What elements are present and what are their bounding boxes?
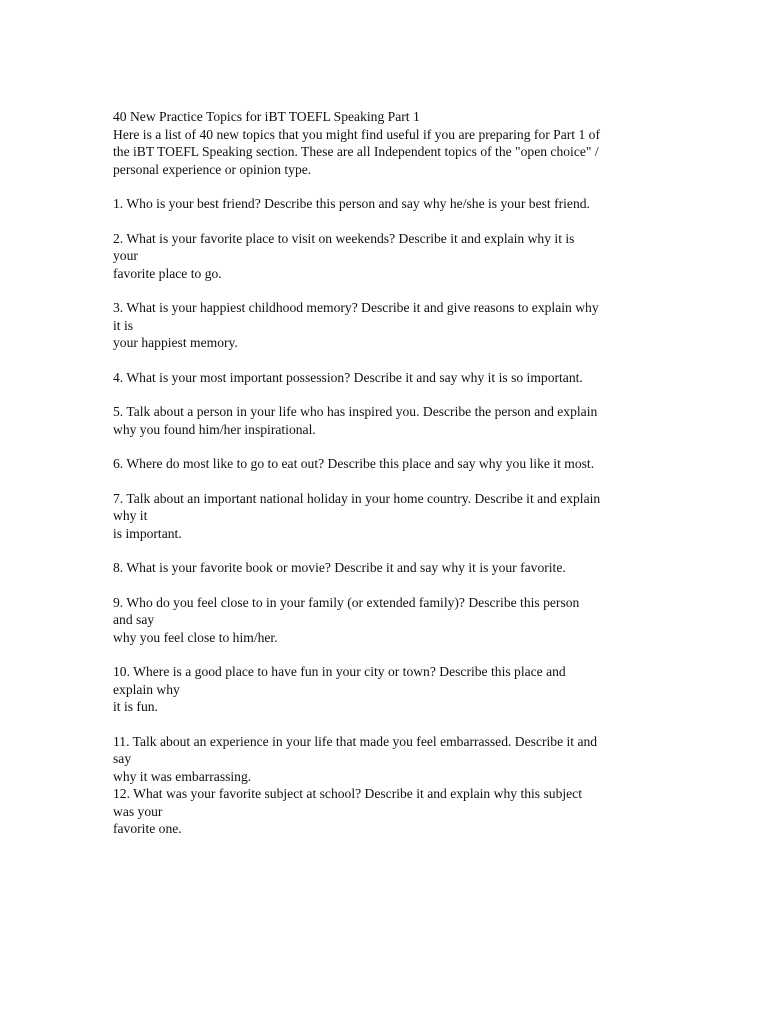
topic-line: your happiest memory. — [113, 335, 238, 350]
intro-line: personal experience or opinion type. — [113, 161, 312, 177]
topic-line: and say — [113, 612, 155, 627]
topic-line: 3. What is your happiest childhood memory? Describe it and give reasons to explain why — [113, 300, 599, 315]
topic-line: 5. Talk about a person in your life who has inspired you. Describe the person and explain — [113, 404, 598, 419]
topic-line: why it — [113, 508, 148, 523]
topic-line: 1. Who is your best friend? Describe this person and say why he/she is your best friend. — [113, 196, 590, 211]
topic-line: 2. What is your favorite place to visit on weekends? Describe it and explain why it is — [113, 230, 575, 246]
topic-item-3 — [113, 299, 673, 352]
intro-line: the iBT TOEFL Speaking section. These are all Independent topics of the "open choice" / — [113, 144, 599, 159]
topic-item-1 — [113, 195, 673, 213]
intro-line: Here is a list of 40 new topics that you might find useful if you are preparing for Part 1 of — [113, 126, 600, 142]
topic-line: 4. What is your most important possession? Describe it and say why it is so important. — [113, 369, 583, 385]
topic-item-6 — [113, 455, 673, 473]
topic-item-5 — [113, 403, 673, 438]
topic-item-2 — [113, 230, 673, 283]
topic-line: 12. What was your favorite subject at school? Describe it and explain why this subject — [113, 786, 582, 801]
topic-item-11 — [113, 733, 673, 786]
intro-paragraph — [113, 126, 673, 179]
topic-line: why you feel close to him/her. — [113, 629, 278, 645]
document-title: 40 New Practice Topics for iBT TOEFL Speaking Part 1 — [113, 109, 420, 124]
topic-item-10 — [113, 663, 673, 716]
topic-line: favorite one. — [113, 821, 182, 836]
topic-item-4 — [113, 369, 673, 387]
topic-line: 6. Where do most like to go to eat out? Describe this place and say why you like it most. — [113, 456, 595, 471]
topic-item-9 — [113, 594, 673, 647]
topic-line: 7. Talk about an important national holiday in your home country. Describe it and explain — [113, 490, 601, 506]
topic-line: is important. — [113, 525, 182, 541]
topic-line: it is fun. — [113, 699, 158, 714]
topic-item-8 — [113, 559, 673, 577]
topic-line: explain why — [113, 681, 180, 697]
topic-line: 11. Talk about an experience in your life that made you feel embarrassed. Describe it and — [113, 733, 598, 749]
topic-line: say — [113, 751, 132, 766]
topic-item-12 — [113, 785, 673, 838]
topic-line: why it was embarrassing. — [113, 768, 252, 784]
document-body — [113, 108, 673, 855]
topic-line: it is — [113, 317, 134, 333]
topic-line: why you found him/her inspirational. — [113, 421, 316, 437]
topic-item-7 — [113, 490, 673, 543]
topic-line: 9. Who do you feel close to in your family (or extended family)? Describe this person — [113, 594, 580, 610]
topic-line: 8. What is your favorite book or movie? Describe it and say why it is your favorite. — [113, 560, 566, 575]
topic-line: 10. Where is a good place to have fun in your city or town? Describe this place and — [113, 664, 566, 679]
topic-line: favorite place to go. — [113, 265, 222, 281]
topic-line: your — [113, 248, 138, 263]
topic-line: was your — [113, 803, 163, 819]
